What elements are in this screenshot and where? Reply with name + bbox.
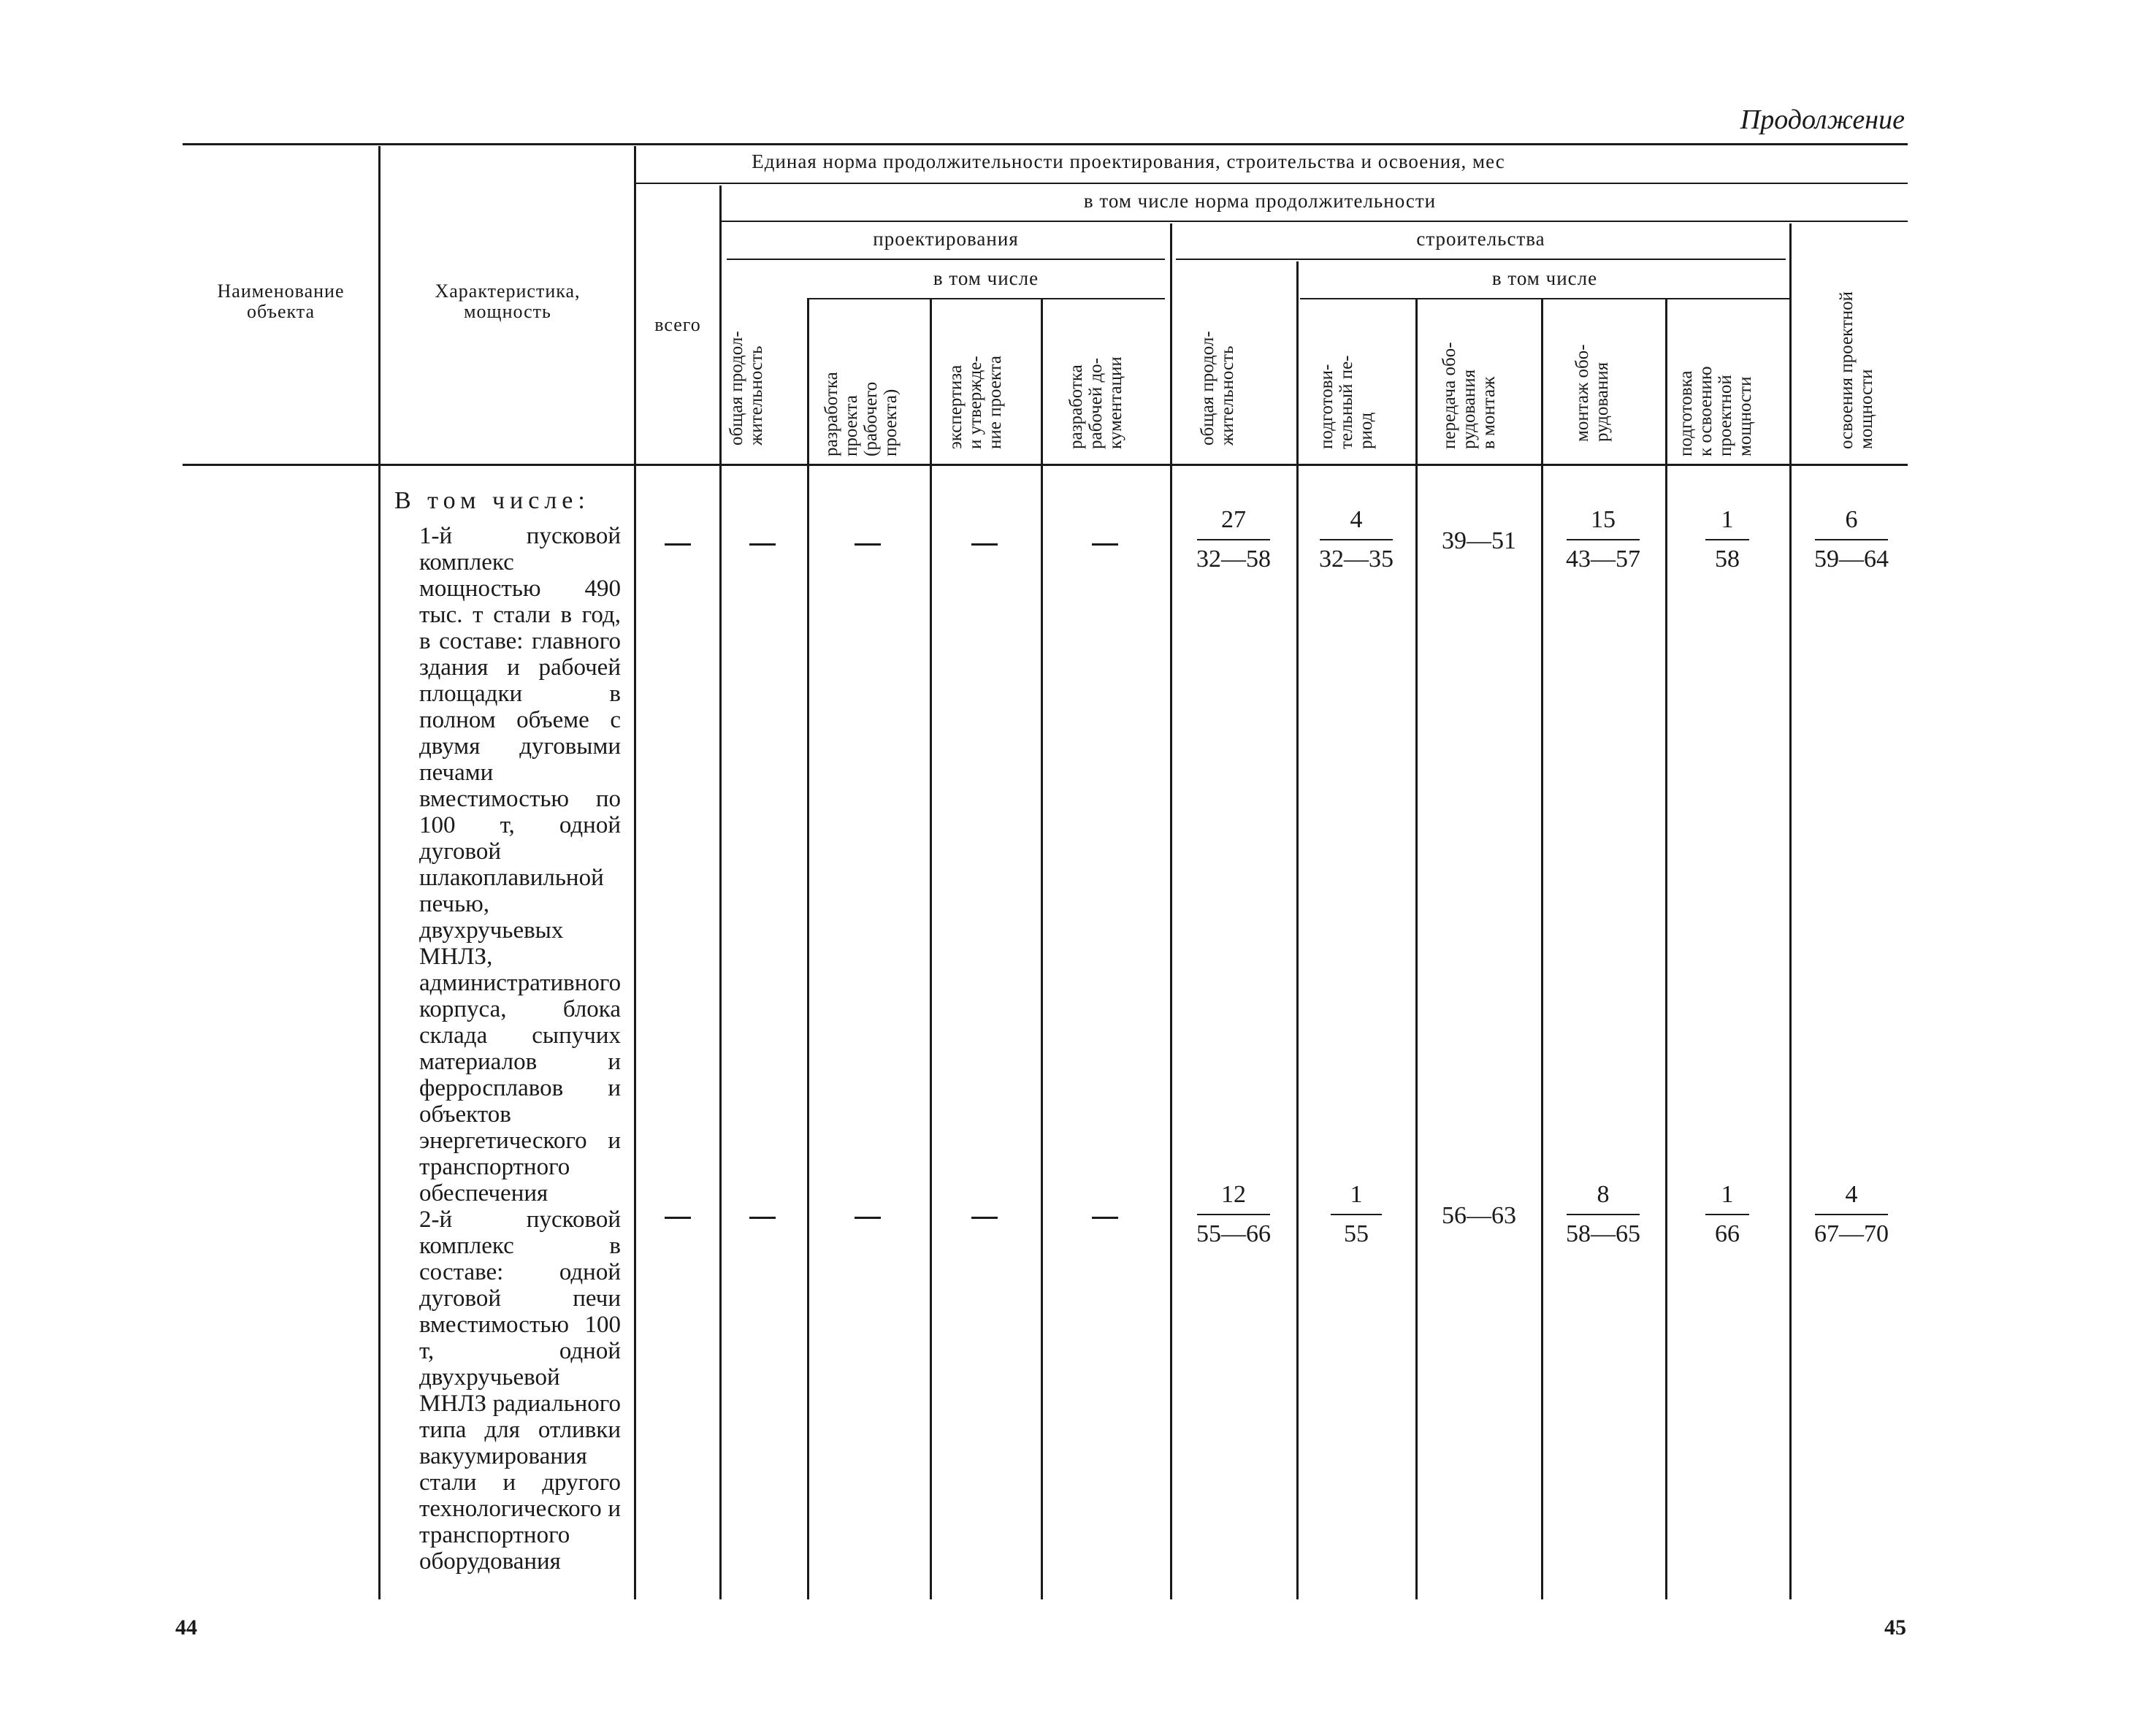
row2-constr-transfer: 56—63 [1442, 1202, 1516, 1229]
row2-mastering-den: 67—70 [1814, 1220, 1889, 1247]
col-line-4 [807, 299, 809, 1599]
col-line-3 [719, 185, 722, 1599]
row2-constr-prep-num: 1 [1350, 1181, 1363, 1208]
header-constr-prep: подготови- тельный пе- риод [1317, 355, 1376, 449]
row2-design-expertise-dash [971, 1217, 998, 1219]
col-line-11 [1665, 299, 1667, 1599]
row2-design-total-dash [749, 1217, 776, 1219]
row1-constr-total-num: 27 [1221, 506, 1246, 533]
row1-constr-ready [1673, 505, 1782, 574]
row2-total-dash [665, 1217, 691, 1219]
page-number-right: 45 [1884, 1615, 1906, 1640]
rule-construction-incl [1300, 298, 1789, 299]
row1-total-dash [665, 543, 691, 546]
col-line-12 [1789, 223, 1792, 1599]
header-object-name: Наименование объекта [217, 280, 345, 322]
row2-constr-total [1179, 1180, 1288, 1249]
col-line-8 [1296, 261, 1299, 1599]
header-total: всего [654, 314, 701, 335]
col-line-9 [1415, 299, 1418, 1599]
row1-description: 1-й пусковой комплекс мощностью 490 тыс. т стали в год, в составе: главного здания и рабочей площадки в полном объеме с двумя дуговыми печами вместимостью по 100 т, одной дуговой шлакоплавильной печью, двухручьевых МНЛЗ, административного корпуса, блока склада сыпучих материалов и ферросплавов и объектов энергетического и транспортного обеспечения [419, 523, 622, 1206]
row1-mastering [1797, 505, 1906, 574]
row2-mastering-num: 4 [1845, 1181, 1858, 1208]
row2-constr-ready [1673, 1180, 1782, 1249]
rule-incl-group [719, 221, 1908, 222]
header-constr-ready: подготовка к освоению проектной мощности [1676, 366, 1755, 456]
row1-mastering-num: 6 [1845, 506, 1858, 533]
row1-design-working-dash [1092, 543, 1118, 546]
row1-constr-prep [1301, 505, 1411, 574]
row1-mastering-den: 59—64 [1814, 546, 1889, 573]
row2-design-working-dash [1092, 1217, 1118, 1219]
row2-constr-total-den: 55—66 [1196, 1220, 1271, 1247]
row1-characteristic [394, 488, 621, 1206]
col-line-5 [930, 299, 932, 1599]
continuation-label: Продолжение [1740, 104, 1905, 135]
row1-constr-mount [1548, 505, 1658, 574]
row1-design-project-dash [855, 543, 881, 546]
row2-constr-mount-den: 58—65 [1566, 1220, 1640, 1247]
header-design: проектирования [873, 228, 1019, 250]
rule-main-group [634, 183, 1908, 184]
rule-construction [1176, 259, 1786, 260]
header-mastering: освоения проектной мощности [1837, 291, 1876, 449]
col-line-10 [1541, 299, 1543, 1599]
header-incl-group: в том числе норма продолжительности [1083, 190, 1437, 212]
header-construction-incl: в том числе [1491, 267, 1598, 289]
header-bottom-rule [183, 464, 1908, 466]
row1-constr-ready-den: 58 [1715, 546, 1740, 573]
row1-design-total-dash [749, 543, 776, 546]
table-top-rule [183, 143, 1908, 145]
row1-constr-prep-den: 32—35 [1319, 546, 1394, 573]
row2-constr-prep-den: 55 [1344, 1220, 1369, 1247]
header-constr-transfer: передача обо- рудования в монтаж [1440, 342, 1499, 449]
row1-lead: В том числе: [394, 487, 590, 514]
row1-constr-mount-num: 15 [1591, 506, 1616, 533]
row1-constr-total-den: 32—58 [1196, 546, 1271, 573]
header-design-incl: в том числе [933, 267, 1039, 289]
header-design-total: общая продол- жительность [727, 331, 766, 445]
col-line-7 [1170, 223, 1172, 1599]
row2-constr-total-num: 12 [1221, 1181, 1246, 1208]
row2-characteristic [419, 1206, 621, 1575]
row1-constr-prep-num: 4 [1350, 506, 1363, 533]
rule-design-incl [807, 298, 1165, 299]
header-design-expertise: экспертиза и утвержде- ние проекта [946, 355, 1005, 449]
header-design-project: разработка проекта (рабочего проекта) [822, 372, 901, 456]
row1-constr-transfer: 39—51 [1442, 527, 1516, 554]
col-line-2 [634, 146, 636, 1599]
row2-description: 2-й пусковой комплекс в составе: одной дуговой печи вместимостью 100 т, одной двухручьевой МНЛЗ радиального типа для отливки вакуумирования стали и другого технологического и транспортного оборудования [419, 1206, 621, 1575]
row2-constr-ready-num: 1 [1721, 1181, 1734, 1208]
row2-mastering [1797, 1180, 1906, 1249]
col-line-1 [378, 146, 381, 1599]
header-main-group: Единая норма продолжительности проектирования, строительства и освоения, мес [752, 150, 1505, 172]
row1-design-expertise-dash [971, 543, 998, 546]
row1-constr-ready-num: 1 [1721, 506, 1734, 533]
row1-constr-mount-den: 43—57 [1566, 546, 1640, 573]
row2-constr-prep [1301, 1180, 1411, 1249]
page-number-left: 44 [175, 1615, 197, 1640]
header-constr-mount: монтаж обо- рудования [1572, 344, 1612, 442]
header-design-working: разработка рабочей до- кументации [1066, 356, 1125, 449]
row2-constr-ready-den: 66 [1715, 1220, 1740, 1247]
row2-constr-mount [1548, 1180, 1658, 1249]
rule-design [727, 259, 1165, 260]
col-line-6 [1041, 299, 1043, 1599]
header-construction: строительства [1416, 228, 1545, 250]
header-constr-total: общая продол- жительность [1198, 331, 1237, 445]
row2-constr-mount-num: 8 [1597, 1181, 1610, 1208]
row2-design-project-dash [855, 1217, 881, 1219]
row1-constr-total [1179, 505, 1288, 574]
header-characteristic: Характеристика, мощность [435, 280, 581, 322]
